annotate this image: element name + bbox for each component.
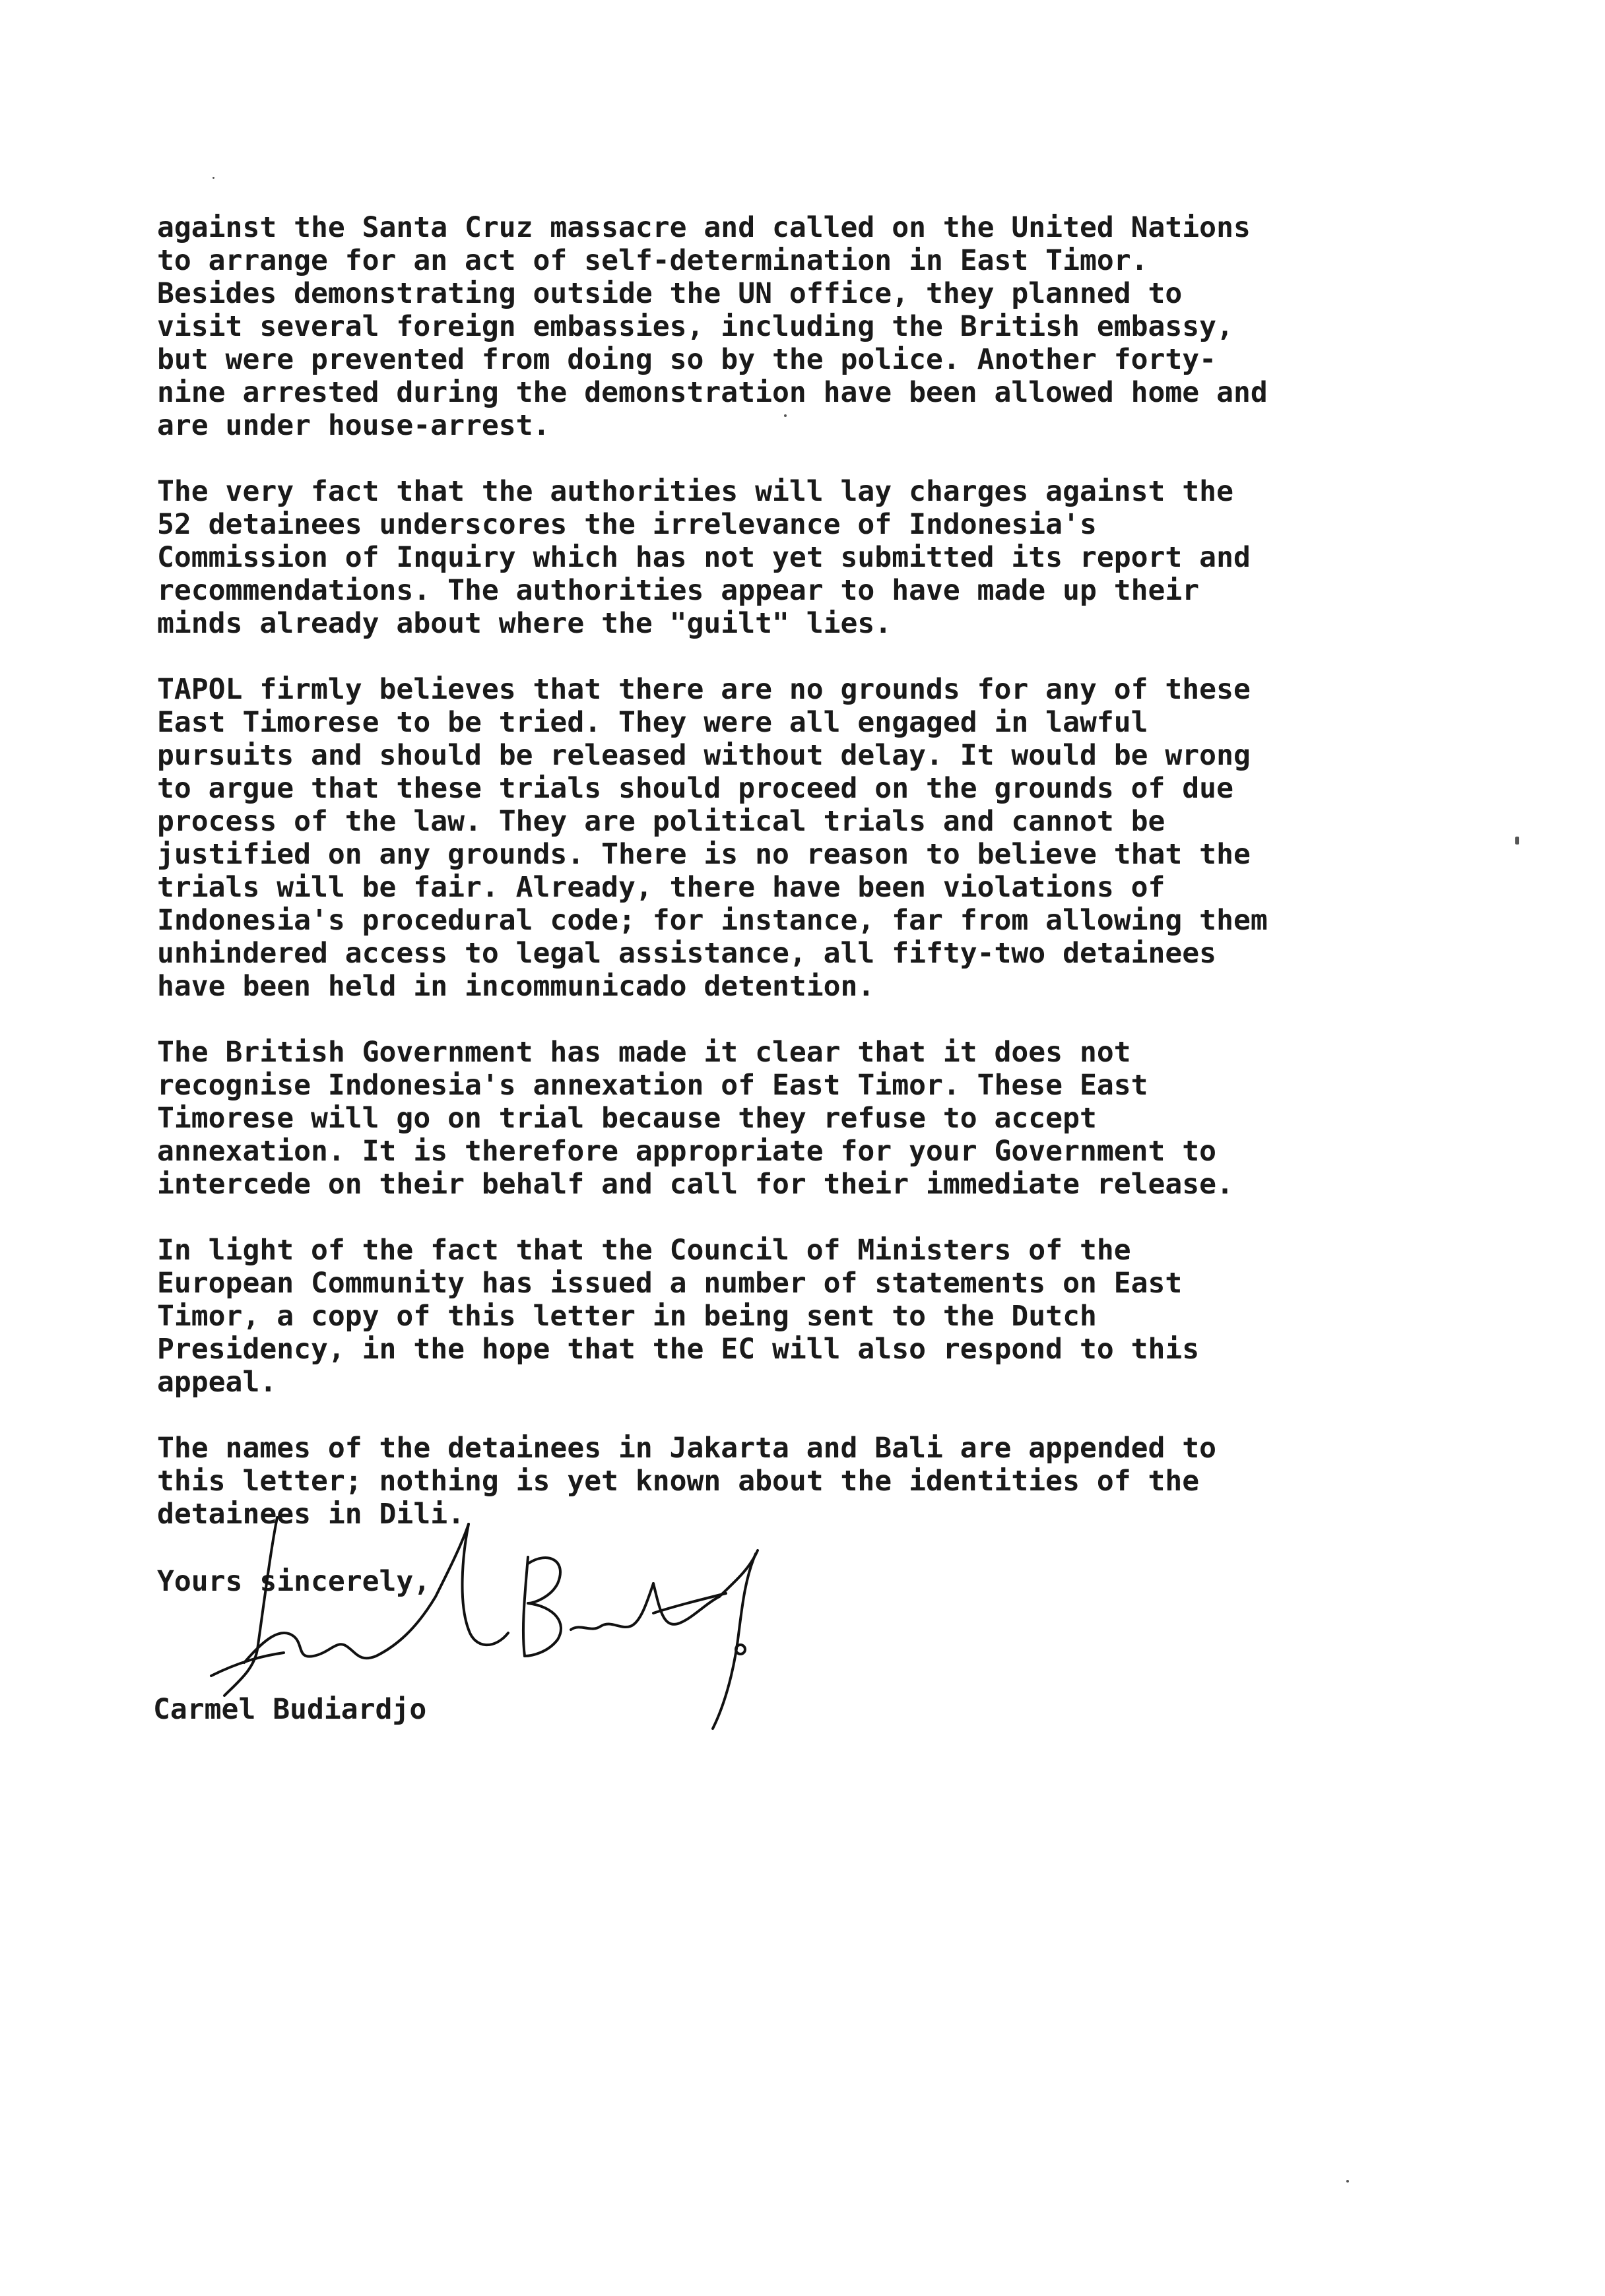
text-line: appeal. [157, 1366, 277, 1399]
text-line: this letter; nothing is yet known about the identities of the [157, 1465, 1200, 1498]
scan-speck [1346, 2180, 1349, 2183]
text-line: European Community has issued a number of statements on East [157, 1267, 1183, 1300]
text-line: justified on any grounds. There is no reason to believe that the [157, 838, 1251, 871]
text-line: Presidency, in the hope that the EC will also respond to this [157, 1333, 1200, 1366]
paragraph-4 [157, 1036, 1530, 1201]
letter-body [157, 211, 1530, 1564]
text-line: The names of the detainees in Jakarta and Bali are appended to [157, 1432, 1217, 1465]
paragraph-3 [157, 673, 1530, 1003]
text-line: Timor, a copy of this letter in being sent to the Dutch [157, 1300, 1097, 1333]
text-line: annexation. It is therefore appropriate for your Government to [157, 1135, 1217, 1168]
text-line: visit several foreign embassies, including the British embassy, [157, 310, 1233, 343]
text-line: The British Government has made it clear that it does not [157, 1036, 1131, 1069]
handwritten-signature [198, 1498, 792, 1735]
paragraph-2 [157, 475, 1530, 640]
text-line: TAPOL firmly believes that there are no grounds for any of these [157, 673, 1251, 706]
text-line: 52 detainees underscores the irrelevance of Indonesia's [157, 508, 1097, 541]
paragraph-5 [157, 1234, 1530, 1399]
text-line: Commission of Inquiry which has not yet submitted its report and [157, 541, 1251, 574]
text-line: unhindered access to legal assistance, all fifty-two detainees [157, 937, 1217, 970]
closing-salutation: Yours sincerely, [157, 1565, 431, 1598]
text-line: are under house-arrest. [157, 409, 550, 442]
text-line: against the Santa Cruz massacre and called on the United Nations [157, 211, 1251, 244]
text-line: pursuits and should be released without delay. It would be wrong [157, 739, 1251, 772]
text-line: to argue that these trials should proceed on the grounds of due [157, 772, 1233, 805]
text-line: Indonesia's procedural code; for instance, far from allowing them [157, 904, 1268, 937]
text-line: minds already about where the "guilt" lies. [157, 607, 892, 640]
text-line: trials will be fair. Already, there have been violations of [157, 871, 1165, 904]
scan-speck [784, 414, 787, 417]
text-line: East Timorese to be tried. They were all engaged in lawful [157, 706, 1148, 739]
text-line: Besides demonstrating outside the UN office, they planned to [157, 277, 1183, 310]
text-line: process of the law. They are political trials and cannot be [157, 805, 1165, 838]
text-line: recommendations. The authorities appear to have made up their [157, 574, 1200, 607]
text-line: Timorese will go on trial because they refuse to accept [157, 1102, 1097, 1135]
text-line: intercede on their behalf and call for their immediate release. [157, 1168, 1233, 1201]
text-line: but were prevented from doing so by the police. Another forty- [157, 343, 1217, 376]
text-line: detainees in Dili. [157, 1498, 465, 1531]
scan-speck [1515, 837, 1519, 845]
paragraph-1 [157, 211, 1530, 442]
text-line: have been held in incommunicado detention. [157, 970, 875, 1003]
text-line: to arrange for an act of self-determination in East Timor. [157, 244, 1148, 277]
signer-name: Carmel Budiardjo [153, 1693, 427, 1726]
text-line: The very fact that the authorities will lay charges against the [157, 475, 1233, 508]
text-line: In light of the fact that the Council of Ministers of the [157, 1234, 1131, 1267]
text-line: recognise Indonesia's annexation of East Timor. These East [157, 1069, 1148, 1102]
scan-speck [213, 177, 214, 179]
text-line: nine arrested during the demonstration have been allowed home and [157, 376, 1268, 409]
